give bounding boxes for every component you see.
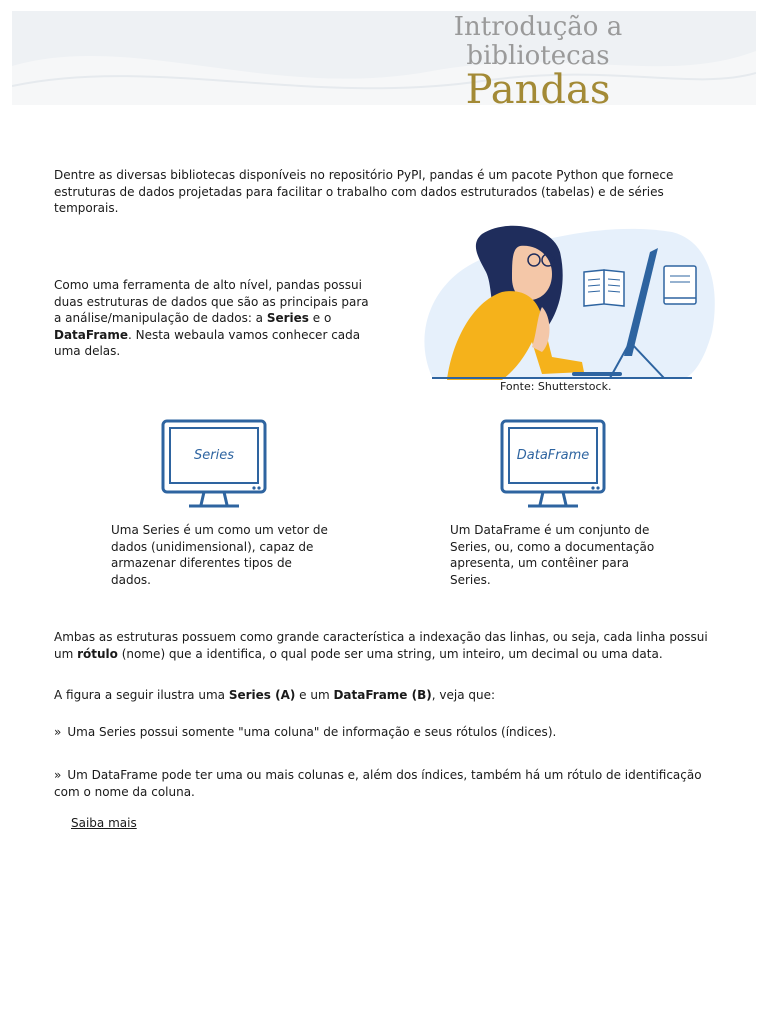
- closed-book-icon: [664, 266, 696, 304]
- figure-intro-paragraph: [54, 687, 718, 704]
- woman-computer-illustration: [392, 222, 716, 382]
- tool-bold-dataframe: DataFrame: [54, 327, 128, 342]
- page-title: Pandas: [465, 67, 611, 113]
- illustration-caption: Fonte: Shutterstock.: [500, 380, 612, 393]
- tool-text-b: e o: [308, 311, 332, 325]
- tool-bold-series: Series: [266, 311, 309, 325]
- figure-intro-text-a: A figura a seguir ilustra uma: [54, 688, 229, 702]
- figure-intro-text-b: e um: [295, 688, 334, 702]
- intro-text: Dentre as diversas bibliotecas disponíveis no repositório PyPI, pandas é um pacote Python que fornece estruturas de dados projetadas para facilitar o trabalho com dados estruturados (tabelas) e de séries temporais.: [54, 168, 674, 215]
- title-line-1: Introdução a: [453, 12, 623, 42]
- indexing-bold-rotulo: rótulo: [77, 646, 118, 661]
- open-book-icon: [584, 270, 624, 306]
- indexing-text-b: (nome) que a identifica, o qual pode ser uma string, um inteiro, um decimal ou uma data.: [117, 646, 663, 661]
- dataframe-monitor-icon: [500, 419, 606, 509]
- saiba-mais-link[interactable]: Saiba mais: [71, 816, 137, 830]
- figure-intro-text-c: , veja que:: [431, 688, 496, 702]
- bullet-item-1-text: Uma Series possui somente "uma coluna" de informação e seus rótulos (índices).: [67, 725, 557, 739]
- tool-text-a: Como uma ferramenta de alto nível, pandas possui duas estruturas de dados que são as principais para a análise/manipulação de dados: a: [54, 278, 369, 325]
- dataframe-description: Um DataFrame é um conjunto de Series, ou, como a documentação apresenta, um contêiner para Series.: [450, 523, 655, 587]
- figure-intro-bold-dataframe: DataFrame (B): [333, 688, 432, 702]
- bullet-item-2: [54, 767, 718, 800]
- series-monitor-icon: [161, 419, 267, 509]
- bullet-marker-icon: »: [54, 768, 62, 782]
- series-monitor-label: Series: [194, 448, 234, 463]
- intro-paragraph: [54, 167, 718, 217]
- tool-paragraph: [54, 277, 376, 360]
- indexing-text-a: Ambas as estruturas possuem como grande característica a indexação das linhas, ou seja, cada linha possui um: [54, 630, 708, 661]
- bullet-item-2-text: Um DataFrame pode ter uma ou mais colunas e, além dos índices, também há um rótulo de identificação com o nome da coluna.: [54, 768, 702, 799]
- title-line-2: bibliotecas: [466, 41, 610, 71]
- indexing-paragraph: [54, 629, 718, 662]
- figure-intro-bold-series: Series (A): [228, 688, 296, 702]
- series-description: Uma Series é um como um vetor de dados (unidimensional), capaz de armazenar diferentes tipos de dados.: [111, 523, 328, 587]
- dataframe-monitor-label: DataFrame: [516, 448, 590, 463]
- keyboard: [572, 372, 622, 376]
- tool-text-c: . Nesta webaula vamos conhecer cada uma delas.: [54, 327, 361, 358]
- bullet-marker-icon: »: [54, 725, 62, 739]
- bullet-item-1: [54, 724, 718, 741]
